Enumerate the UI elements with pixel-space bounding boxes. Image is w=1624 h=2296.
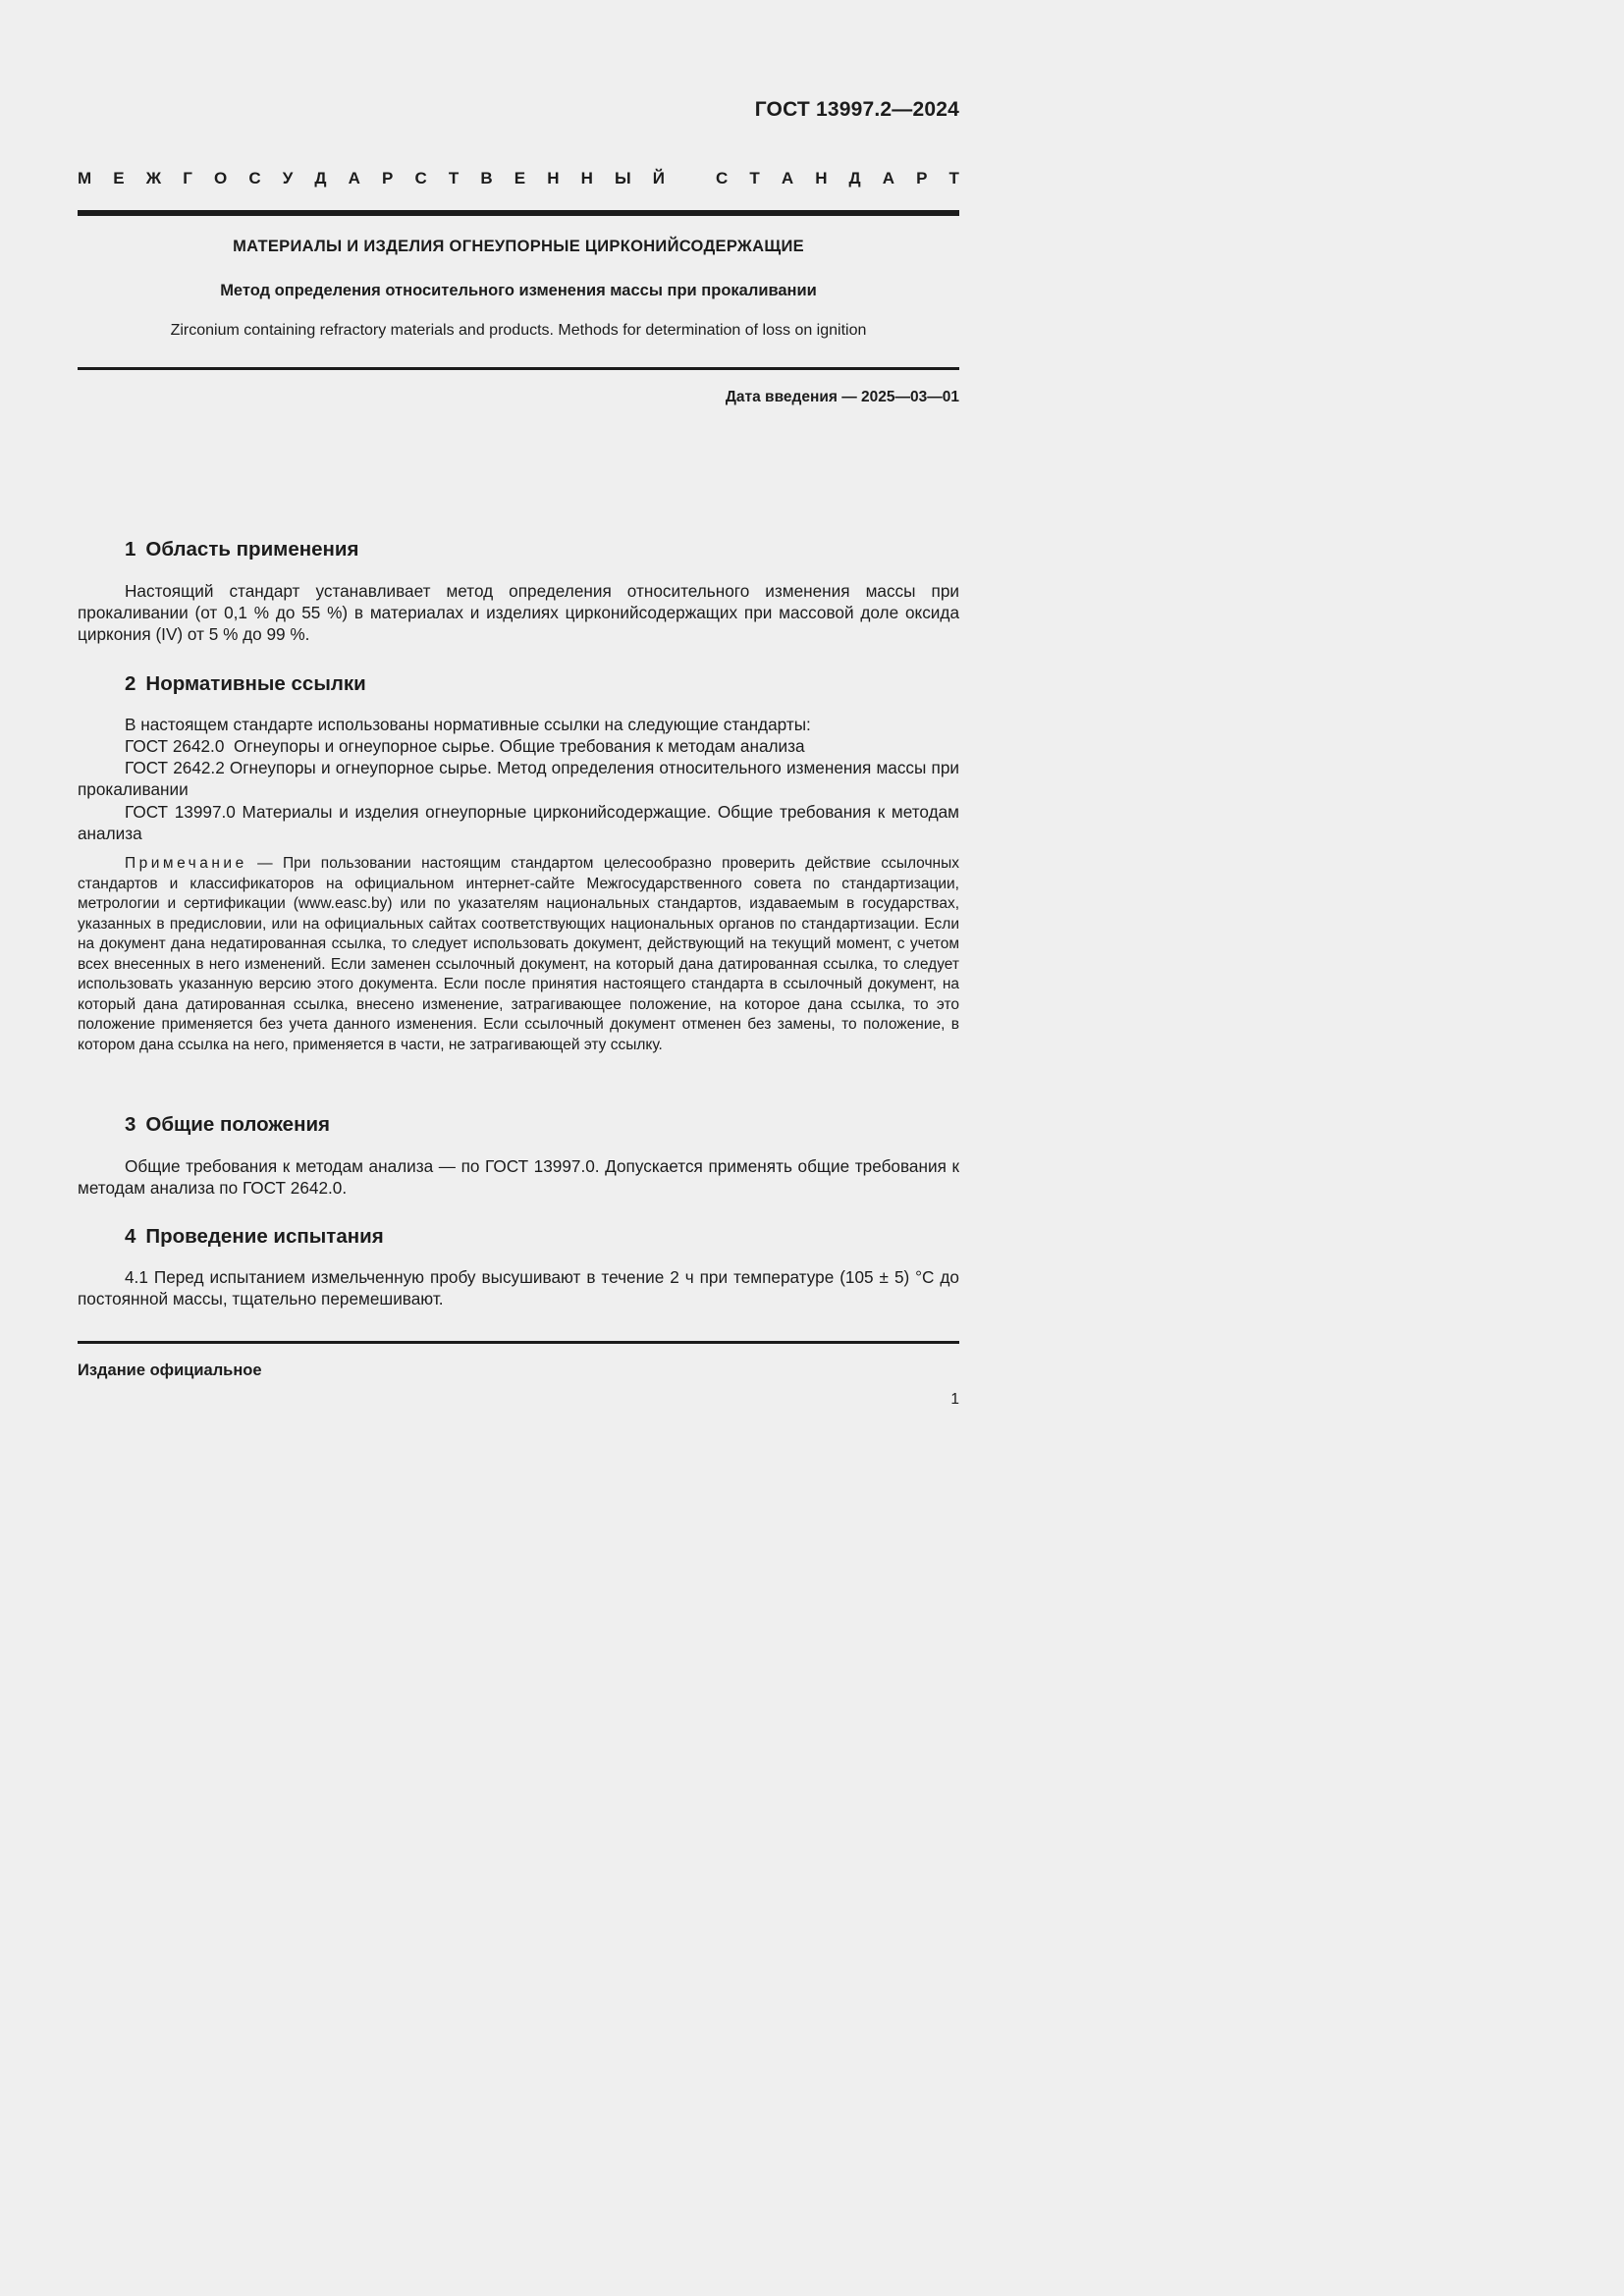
banner-letter: С xyxy=(414,169,427,187)
section-number: 4 xyxy=(125,1225,136,1248)
section-heading-1 xyxy=(125,538,358,561)
section-heading-3 xyxy=(125,1113,330,1137)
section-title: Область применения xyxy=(145,538,359,561)
banner-letter: Р xyxy=(382,169,394,187)
reference-item: ГОСТ 2642.2 Огнеупоры и огнеупорное сырье. Метод определения относительного изменения массы при прокаливании xyxy=(78,758,959,800)
banner-letter: Д xyxy=(314,169,327,187)
english-title: Zirconium containing refractory materials and products. Methods for determination of loss on ignition xyxy=(170,322,867,339)
banner-letter: Г xyxy=(183,169,192,187)
section-4-text: 4.1 Перед испытанием измельченную пробу высушивают в течение 2 ч при температуре (105 ± 5) °С до постоянной массы, тщательно перемешивают. xyxy=(78,1267,959,1309)
section-title: Проведение испытания xyxy=(145,1225,384,1248)
section-number: 3 xyxy=(125,1113,136,1136)
banner-letter: Е xyxy=(514,169,526,187)
section-title: Нормативные ссылки xyxy=(145,672,366,695)
note-text: — При пользовании настоящим стандартом целесообразно проверить действие ссылочных стандартов и классификаторов на официальном интернет-сайте Межгосударственного совета по стандартизации, метрологии и сертификации (www.easc.by) или по указателям национальных стандартов, издаваемым в государствах, указанных в предисловии, или на официальных сайтах соответствующих национальных органов по стандартизации. Если на документ дана недатированная ссылка, то следует использовать документ, действующий на текущий момент, с учетом всех внесенных в него изменений. Если заменен ссылочный документ, на который дана датированная ссылка, то следует использовать указанную версию этого документа. Если после принятия настоящего стандарта в ссылочный документ, на который дана датированная ссылка, внесено изменение, затрагивающее положение, на которое дана ссылка, то это положение применяется без учета данного изменения. Если ссылочный документ отменен без замены, то положение, в котором дана ссылка на него, применяется в части, не затрагивающей эту ссылку. xyxy=(78,855,959,1053)
standard-word xyxy=(716,169,959,188)
banner-letter: О xyxy=(213,169,228,187)
banner-letter: Й xyxy=(652,169,665,187)
interstate-word xyxy=(78,169,665,188)
document-title: МАТЕРИАЛЫ И ИЗДЕЛИЯ ОГНЕУПОРНЫЕ ЦИРКОНИЙСОДЕРЖАЩИЕ xyxy=(233,238,804,255)
section-number: 2 xyxy=(125,672,136,695)
section-3-text: Общие требования к методам анализа — по ГОСТ 13997.0. Допускается применять общие требования к методам анализа по ГОСТ 2642.0. xyxy=(78,1156,959,1199)
introduction-date: Дата введения — 2025—03—01 xyxy=(725,389,959,405)
banner-letter: Е xyxy=(113,169,125,187)
banner-letter: С xyxy=(248,169,261,187)
banner-letter: Н xyxy=(547,169,560,187)
section-number: 1 xyxy=(125,538,136,561)
banner-letter: Д xyxy=(848,169,861,187)
banner-letter: С xyxy=(716,169,729,187)
references-intro: В настоящем стандарте использованы нормативные ссылки на следующие стандарты: xyxy=(125,715,811,734)
section-1-text: Настоящий стандарт устанавливает метод определения относительного изменения массы при прокаливании (от 0,1 % до 55 %) в материалах и изделиях цирконийсодержащих при массовой доле оксида циркония (IV) от 5 % до 99 %. xyxy=(78,581,959,645)
banner-letter: Т xyxy=(448,169,460,187)
section-heading-2 xyxy=(125,672,366,696)
document-subtitle: Метод определения относительного изменения массы при прокаливании xyxy=(220,282,817,299)
banner-letter: Ж xyxy=(145,169,162,187)
section-heading-4 xyxy=(125,1225,384,1249)
title-rule xyxy=(78,367,959,370)
banner-letter: Т xyxy=(749,169,760,187)
banner-letter: Н xyxy=(580,169,593,187)
interstate-standard-banner xyxy=(78,169,959,188)
official-edition-label: Издание официальное xyxy=(78,1362,262,1379)
banner-letter: В xyxy=(480,169,493,187)
standard-number: ГОСТ 13997.2—2024 xyxy=(754,98,959,121)
banner-letter: У xyxy=(282,169,294,187)
note-label: Примечание xyxy=(125,855,247,872)
banner-letter: Т xyxy=(948,169,959,187)
thick-rule xyxy=(78,210,959,216)
banner-letter: А xyxy=(882,169,895,187)
banner-letter: Н xyxy=(815,169,828,187)
footer-rule xyxy=(78,1341,959,1344)
section-title: Общие положения xyxy=(145,1113,331,1136)
banner-letter: Р xyxy=(916,169,928,187)
banner-letter: М xyxy=(78,169,92,187)
banner-letter: А xyxy=(781,169,794,187)
references-note xyxy=(78,854,959,1055)
page-number: 1 xyxy=(950,1391,959,1408)
reference-item: ГОСТ 2642.0 Огнеупоры и огнеупорное сырье. Общие требования к методам анализа xyxy=(125,736,805,756)
banner-letter: Ы xyxy=(614,169,631,187)
banner-letter: А xyxy=(348,169,360,187)
reference-item: ГОСТ 13997.0 Материалы и изделия огнеупорные цирконийсодержащие. Общие требования к методам анализа xyxy=(78,802,959,844)
